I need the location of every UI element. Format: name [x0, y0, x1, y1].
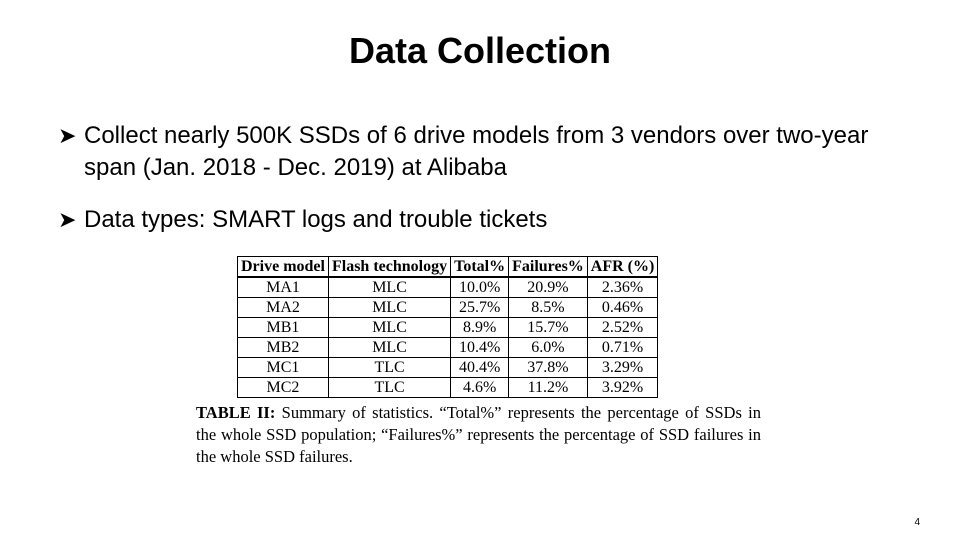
table-row — [238, 358, 658, 378]
table-cell: 0.46% — [587, 298, 658, 318]
bullet-text: Collect nearly 500K SSDs of 6 drive models from 3 vendors over two-year span (Jan. 2018 - Dec. 2019) at Alibaba — [84, 122, 869, 181]
table-cell: 4.6% — [451, 378, 509, 398]
column-header: Flash technology — [328, 257, 450, 278]
bullet-item — [58, 204, 918, 236]
table-cell: 3.29% — [587, 358, 658, 378]
table-figure — [196, 256, 762, 468]
table-header-row — [238, 257, 658, 278]
table-cell: MC1 — [238, 358, 329, 378]
bullet-item — [58, 120, 918, 184]
caption-text: Summary of statistics. “Total%” represents the percentage of SSDs in the whole SSD population; “Failures%” represents the percentage of SSD failures in the whole SSD failures. — [196, 403, 761, 466]
arrow-bullet-icon: ➤ — [58, 207, 77, 232]
table-cell: 8.9% — [451, 318, 509, 338]
table-cell: 25.7% — [451, 298, 509, 318]
table-cell: MA2 — [238, 298, 329, 318]
table-cell: 2.52% — [587, 318, 658, 338]
caption-label: TABLE II: — [196, 403, 276, 422]
table-caption — [196, 402, 761, 468]
table-cell: 20.9% — [509, 277, 588, 298]
table-row — [238, 378, 658, 398]
table-cell: 6.0% — [509, 338, 588, 358]
table-cell: 8.5% — [509, 298, 588, 318]
table-cell: MC2 — [238, 378, 329, 398]
table-row — [238, 318, 658, 338]
column-header: Failures% — [509, 257, 588, 278]
table-cell: MB2 — [238, 338, 329, 358]
table-cell: TLC — [328, 358, 450, 378]
table-row — [238, 338, 658, 358]
table-cell: MA1 — [238, 277, 329, 298]
bullet-list — [58, 120, 918, 236]
table-cell: MLC — [328, 318, 450, 338]
arrow-bullet-icon: ➤ — [58, 123, 77, 148]
table-cell: 37.8% — [509, 358, 588, 378]
column-header: AFR (%) — [587, 257, 658, 278]
page-number: 4 — [914, 517, 920, 528]
statistics-table — [237, 256, 658, 398]
column-header: Drive model — [238, 257, 329, 278]
table-cell: 11.2% — [509, 378, 588, 398]
table-row — [238, 298, 658, 318]
slide-title: Data Collection — [348, 30, 612, 71]
table-cell: TLC — [328, 378, 450, 398]
table-cell: MLC — [328, 277, 450, 298]
table-cell: 0.71% — [587, 338, 658, 358]
table-cell: 40.4% — [451, 358, 509, 378]
table-cell: MB1 — [238, 318, 329, 338]
table-cell: 3.92% — [587, 378, 658, 398]
table-row — [238, 277, 658, 298]
table-cell: MLC — [328, 298, 450, 318]
table-cell: 15.7% — [509, 318, 588, 338]
table-cell: 10.4% — [451, 338, 509, 358]
table-cell: 10.0% — [451, 277, 509, 298]
bullet-text: Data types: SMART logs and trouble tickets — [84, 206, 548, 233]
table-cell: MLC — [328, 338, 450, 358]
column-header: Total% — [451, 257, 509, 278]
table-cell: 2.36% — [587, 277, 658, 298]
